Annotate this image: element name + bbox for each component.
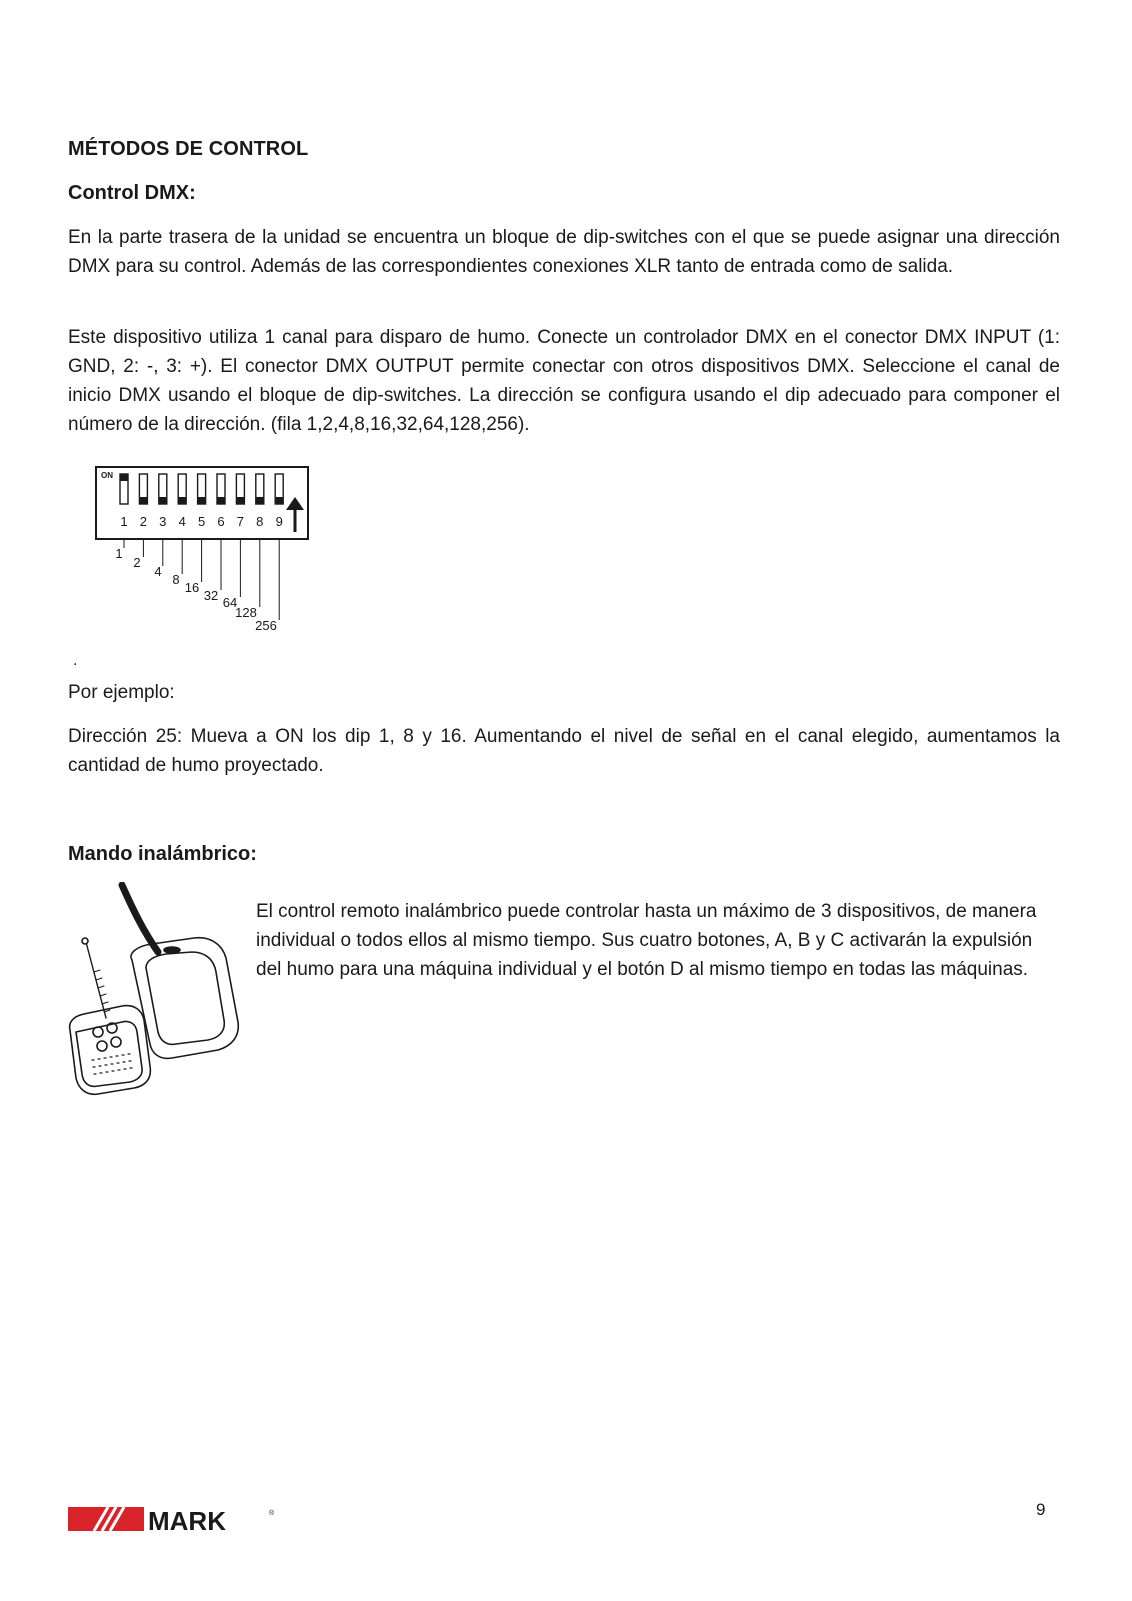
dip-value-4: 4 — [154, 564, 162, 579]
dip-value-1: 1 — [115, 546, 123, 561]
subsection-heading-dmx: Control DMX: — [68, 182, 196, 204]
dip-number-9: 9 — [275, 514, 283, 529]
dip-value-256: 256 — [255, 618, 277, 633]
dip-value-64: 64 — [222, 595, 238, 610]
dip-number-3: 3 — [159, 514, 167, 529]
transmitter-unit — [70, 1006, 151, 1095]
dip-number-4: 4 — [178, 514, 186, 529]
dip-number-2: 2 — [139, 514, 148, 529]
stray-dot: . — [73, 652, 78, 669]
dip-number-7: 7 — [236, 514, 245, 529]
dip-value-128: 128 — [235, 605, 257, 620]
dip-lever-1 — [120, 474, 128, 481]
mark-logo-graphic — [68, 1505, 280, 1533]
dip-lever-9 — [275, 497, 283, 504]
dip-value-8: 8 — [172, 572, 180, 587]
dip-on-label: ON — [101, 471, 113, 480]
logo-wordmark: MARK — [148, 1506, 226, 1533]
dip-number-8: 8 — [256, 514, 264, 529]
dip-value-32: 32 — [203, 588, 219, 603]
dip-switch-diagram — [95, 466, 335, 646]
dip-lever-6 — [217, 497, 225, 504]
dip-number-5: 5 — [197, 514, 206, 529]
page-number: 9 — [1036, 1500, 1046, 1519]
mark-logo — [68, 1505, 280, 1533]
dip-lever-7 — [236, 497, 244, 504]
wireless-description: El control remoto inalámbrico puede controlar hasta un máximo de 3 dispositivos, de manera individual o todos ellos al mismo tiempo. Sus cuatro botones, A, B y C activarán la expulsión del humo para una máquina individual y el botón D al mismo tiempo en todas las máquinas. — [256, 901, 1037, 980]
dip-lever-3 — [159, 497, 167, 504]
dip-value-16: 16 — [184, 580, 200, 595]
dip-lever-8 — [256, 497, 264, 504]
dip-number-6: 6 — [217, 514, 225, 529]
dmx-paragraph-2: Este dispositivo utiliza 1 canal para disparo de humo. Conecte un controlador DMX en el conector DMX INPUT (1: GND, 2: -, 3: +). El conector DMX OUTPUT permite conectar con otros dispositivos DMX. Seleccione el canal de inicio DMX usando el bloque de dip-switches. La dirección se configura usando el dip adecuado para componer el número de la dirección. (fila 1,2,4,8,16,32,64,128,256). — [68, 327, 1060, 435]
registered-mark: ® — [269, 1510, 275, 1517]
example-text: Dirección 25: Mueva a ON los dip 1, 8 y 16. Aumentando el nivel de señal en el canal elegido, aumentamos la cantidad de humo proyectado. — [68, 726, 1060, 776]
subsection-heading-wireless: Mando inalámbrico: — [68, 843, 257, 865]
section-heading: MÉTODOS DE CONTROL — [68, 138, 309, 160]
dip-lever-5 — [198, 497, 206, 504]
dmx-paragraph-1: En la parte trasera de la unidad se encuentra un bloque de dip-switches con el que se puede asignar una dirección DMX para su control. Además de las correspondientes conexiones XLR tanto de entrada como de salida. — [68, 227, 1060, 277]
dip-value-2: 2 — [133, 555, 141, 570]
dip-number-1: 1 — [120, 514, 128, 529]
remote-control-illustration — [62, 882, 242, 1100]
dip-lever-4 — [178, 497, 186, 504]
dip-lever-2 — [139, 497, 147, 504]
example-label: Por ejemplo: — [68, 682, 175, 703]
